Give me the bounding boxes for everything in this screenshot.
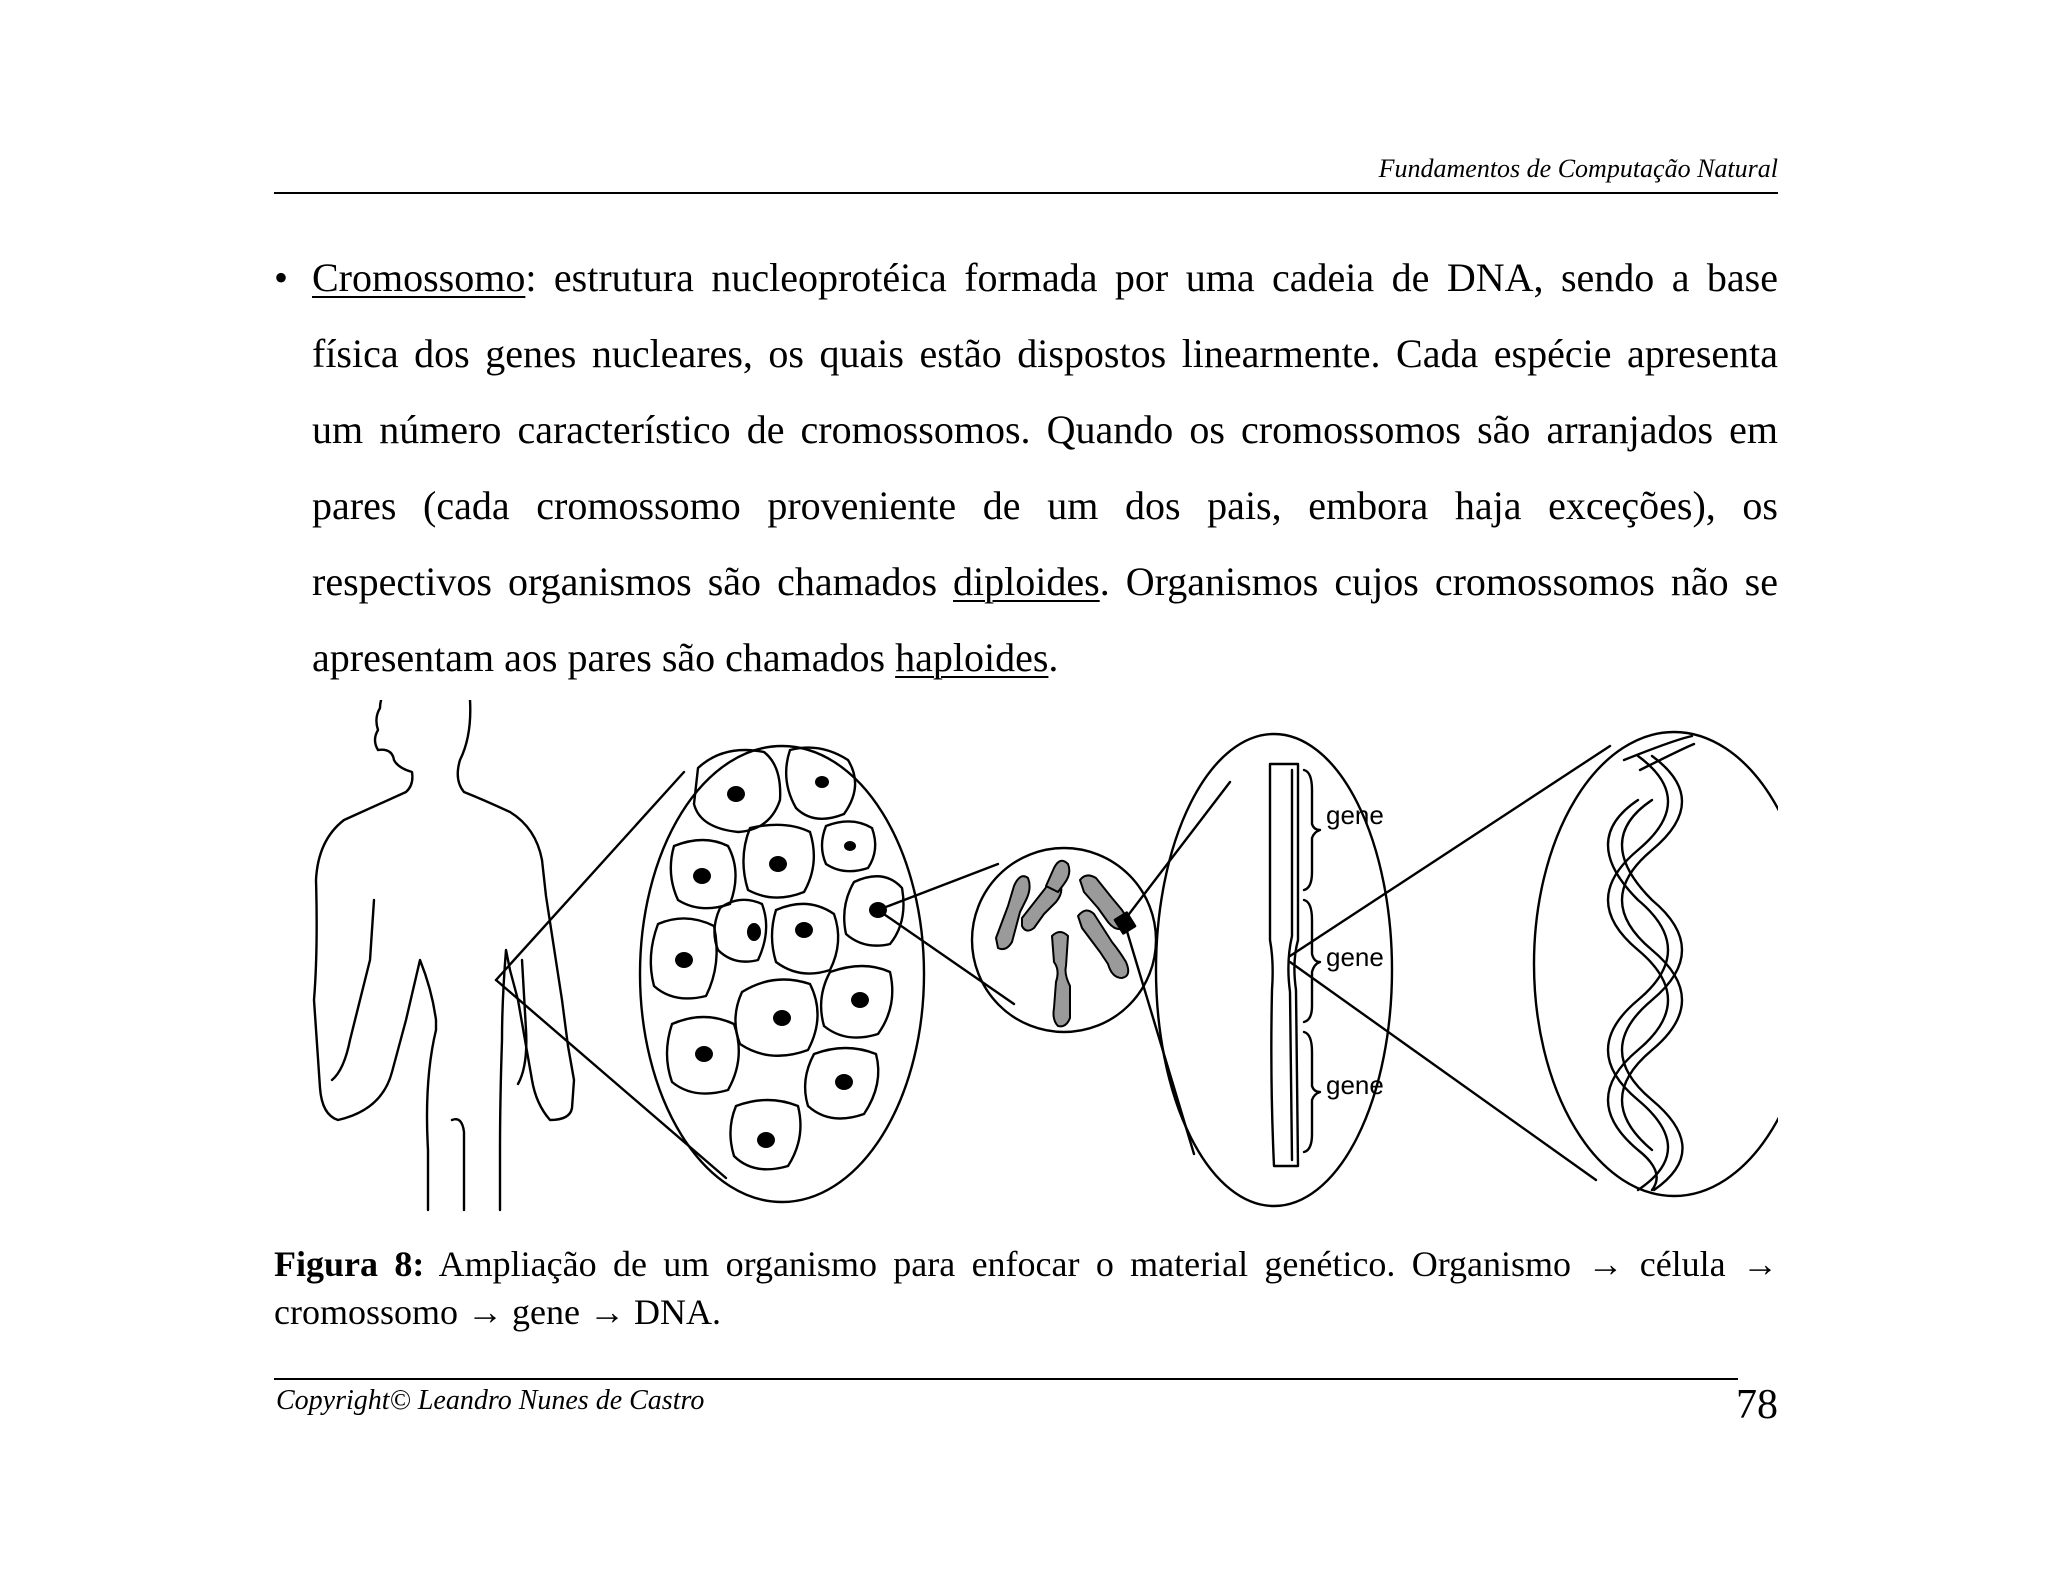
figure-caption — [274, 1240, 1778, 1336]
zoom-line — [878, 910, 1014, 1004]
paragraph-text: . Organismos cujos cromossomos não se apresentam aos pares são chamados — [312, 559, 1778, 680]
bullet-item — [274, 240, 1778, 696]
cells-magnification-circle — [640, 746, 924, 1202]
chromosome — [996, 876, 1030, 949]
zoom-line — [1290, 746, 1610, 956]
chromosome — [1046, 861, 1069, 892]
dna-strand — [1640, 744, 1694, 770]
cell-nuclei — [675, 776, 887, 1148]
gene-label: gene — [1326, 800, 1384, 830]
gene-brace — [1304, 770, 1320, 890]
nucleus — [851, 992, 869, 1008]
term-diploides: diploides — [953, 559, 1100, 604]
nucleus — [727, 786, 745, 802]
human-silhouette-icon — [314, 700, 574, 1210]
gene-label: gene — [1326, 942, 1384, 972]
bullet-icon: • — [274, 255, 289, 300]
nucleus — [695, 1046, 713, 1062]
figure-caption-text: Ampliação de um organismo para enfocar o material genético. Organismo → célula → cromossomo → gene → DNA. — [274, 1244, 1778, 1332]
body-paragraph — [312, 240, 1778, 696]
dna-strand — [1622, 800, 1683, 1190]
header-rule — [274, 192, 1778, 194]
dna-magnification-circle — [1534, 732, 1778, 1196]
dna-strand — [1622, 756, 1682, 1150]
figure-diagram — [274, 700, 1778, 1220]
running-header: Fundamentos de Computação Natural — [1378, 154, 1778, 183]
zoom-line — [496, 772, 684, 980]
chromosome-group — [996, 861, 1128, 1027]
chromosome — [1052, 932, 1070, 1026]
figure-organism-magnification — [274, 700, 1778, 1220]
nucleus — [675, 952, 693, 968]
gene-label: gene — [1326, 1070, 1384, 1100]
term-haploides: haploides — [895, 635, 1049, 680]
leg-divider — [452, 1119, 464, 1210]
paragraph-text: : estrutura nucleoprotéica formada por uma cadeia de DNA, sendo a base física dos genes nucleares, os quais estão dispostos linearmente. Cada espécie apresenta um número característico de cromossomos. Quando os cromossomos são arranjados em pares (cada cromossomo proveniente de um dos pais, embora haja exceções), os respectivos organismos são chamados — [312, 255, 1778, 604]
dna-strand — [1624, 736, 1692, 760]
nucleus — [757, 1132, 775, 1148]
nucleus — [815, 776, 829, 788]
figure-caption-label: Figura 8: — [274, 1244, 425, 1284]
footer-rule — [274, 1378, 1738, 1380]
nucleus — [795, 922, 813, 938]
page-number: 78 — [1736, 1382, 1778, 1428]
left-arm-inner — [332, 900, 374, 1080]
nucleus — [844, 841, 856, 851]
term-cromossomo: Cromossomo — [312, 255, 526, 300]
cell — [772, 904, 838, 974]
paragraph-text: . — [1048, 635, 1059, 680]
nucleus — [835, 1074, 853, 1090]
nucleus — [769, 856, 787, 872]
gene-brace — [1304, 900, 1320, 1022]
gene-brace — [1304, 1032, 1320, 1152]
chromosome-strand-inner — [1288, 770, 1292, 1160]
nucleus — [747, 923, 761, 941]
nucleus — [773, 1010, 791, 1026]
zoom-line — [1126, 782, 1230, 918]
copyright-notice: Copyright© Leandro Nunes de Castro — [276, 1385, 705, 1416]
nucleus — [693, 868, 711, 884]
